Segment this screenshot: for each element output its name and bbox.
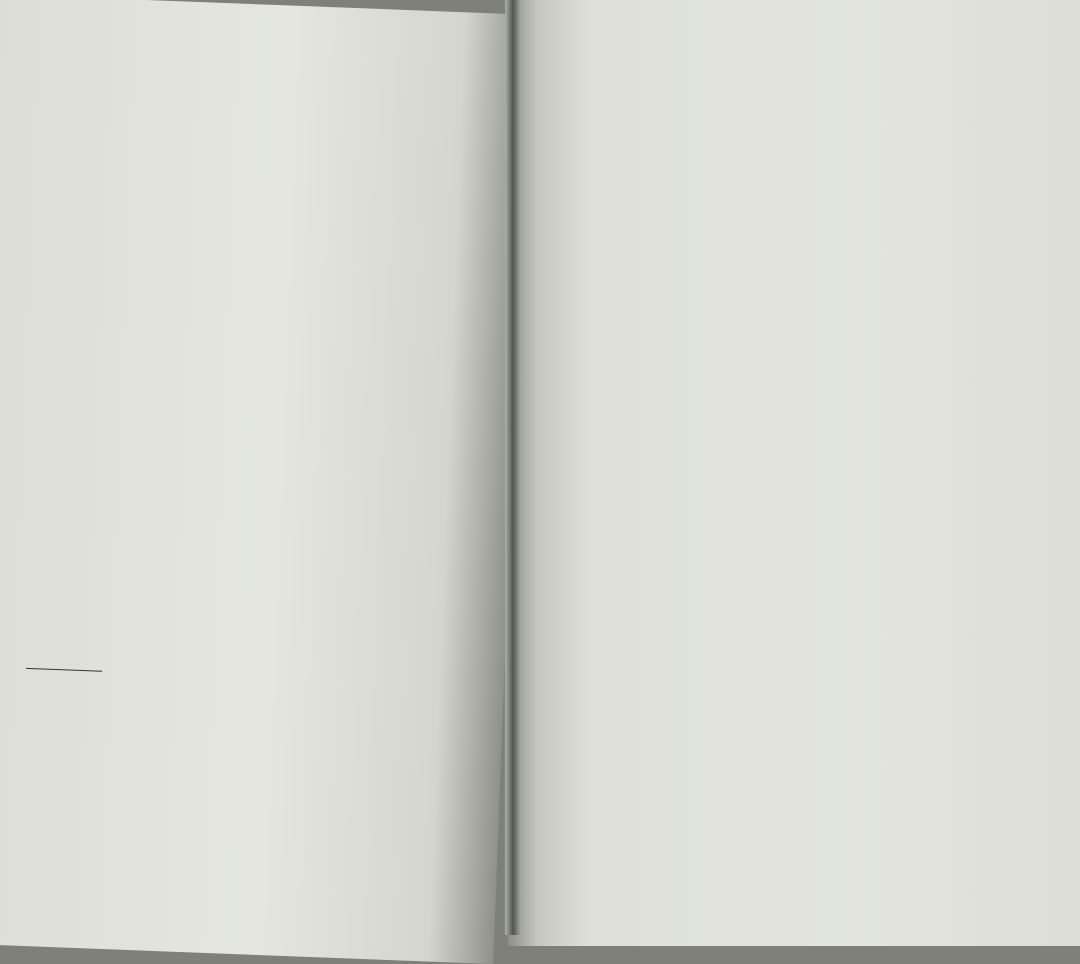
left-page xyxy=(0,0,530,964)
book-gutter xyxy=(505,0,521,935)
body-text xyxy=(0,0,530,15)
right-page xyxy=(508,0,1080,946)
footnotes xyxy=(0,0,530,15)
footnote-separator xyxy=(26,668,102,672)
